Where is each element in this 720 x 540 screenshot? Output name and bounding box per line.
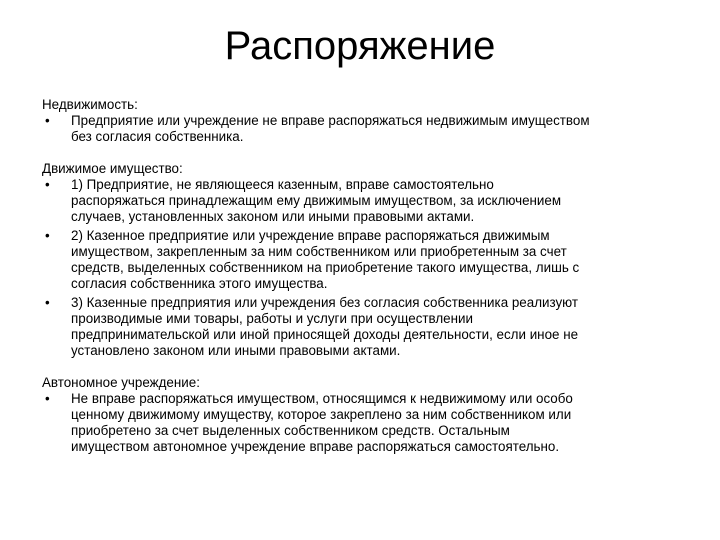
- slide-content: [42, 97, 702, 471]
- bullet-text-line: ценному движимому имуществу, которое закреплено за ним собственником или: [71, 407, 572, 422]
- section-heading: Автономное учреждение:: [42, 375, 200, 390]
- section-heading: Недвижимость:: [42, 97, 138, 112]
- bullet-text: [71, 391, 702, 455]
- section: [42, 375, 702, 455]
- bullet-icon: •: [45, 228, 50, 243]
- bullet-item: [42, 177, 702, 225]
- bullet-text: [71, 113, 702, 145]
- section-heading: Движимое имущество:: [42, 161, 183, 176]
- slide-title: Распоряжение: [224, 24, 496, 68]
- bullet-item: [42, 295, 702, 359]
- bullet-text-line: 3) Казенные предприятия или учреждения без согласия собственника реализуют: [71, 295, 579, 310]
- bullet-item: [42, 391, 702, 455]
- bullet-text-line: согласия собственника этого имущества.: [71, 276, 328, 291]
- bullet-text-line: 1) Предприятие, не являющееся казенным, вправе самостоятельно: [71, 177, 494, 192]
- bullet-list: [42, 177, 702, 359]
- bullet-text-line: Предприятие или учреждение не вправе распоряжаться недвижимым имуществом: [71, 113, 590, 128]
- bullet-item: [42, 113, 702, 145]
- bullet-icon: •: [45, 113, 50, 128]
- bullet-list: [42, 113, 702, 145]
- bullet-text-line: имуществом, закрепленным за ним собственником или приобретенным за счет: [71, 244, 567, 259]
- section: [42, 97, 702, 145]
- bullet-text-line: установлено законом или иными правовыми актами.: [71, 343, 401, 358]
- bullet-text: [71, 295, 702, 359]
- bullet-list: [42, 391, 702, 455]
- bullet-text-line: имуществом автономное учреждение вправе распоряжаться самостоятельно.: [71, 439, 560, 454]
- bullet-text-line: без согласия собственника.: [71, 129, 244, 144]
- bullet-text-line: производимые ими товары, работы и услуги при осуществлении: [71, 311, 473, 326]
- bullet-text-line: Не вправе распоряжаться имуществом, относящимся к недвижимому или особо: [71, 391, 573, 406]
- section: [42, 161, 702, 359]
- bullet-text-line: предпринимательской или иной приносящей доходы деятельности, если иное не: [71, 327, 579, 342]
- bullet-item: [42, 228, 702, 292]
- bullet-icon: •: [45, 391, 50, 406]
- bullet-text-line: случаев, установленных законом или иными правовыми актами.: [71, 209, 475, 224]
- bullet-text-line: распоряжаться принадлежащим ему движимым имуществом, за исключением: [71, 193, 562, 208]
- bullet-text-line: 2) Казенное предприятие или учреждение вправе распоряжаться движимым: [71, 228, 550, 243]
- bullet-icon: •: [45, 177, 50, 192]
- bullet-text: [71, 177, 702, 225]
- bullet-icon: •: [45, 295, 50, 310]
- bullet-text-line: средств, выделенных собственником на приобретение такого имущества, лишь с: [71, 260, 580, 275]
- bullet-text-line: приобретено за счет выделенных собственником средств. Остальным: [71, 423, 510, 438]
- bullet-text: [71, 228, 702, 292]
